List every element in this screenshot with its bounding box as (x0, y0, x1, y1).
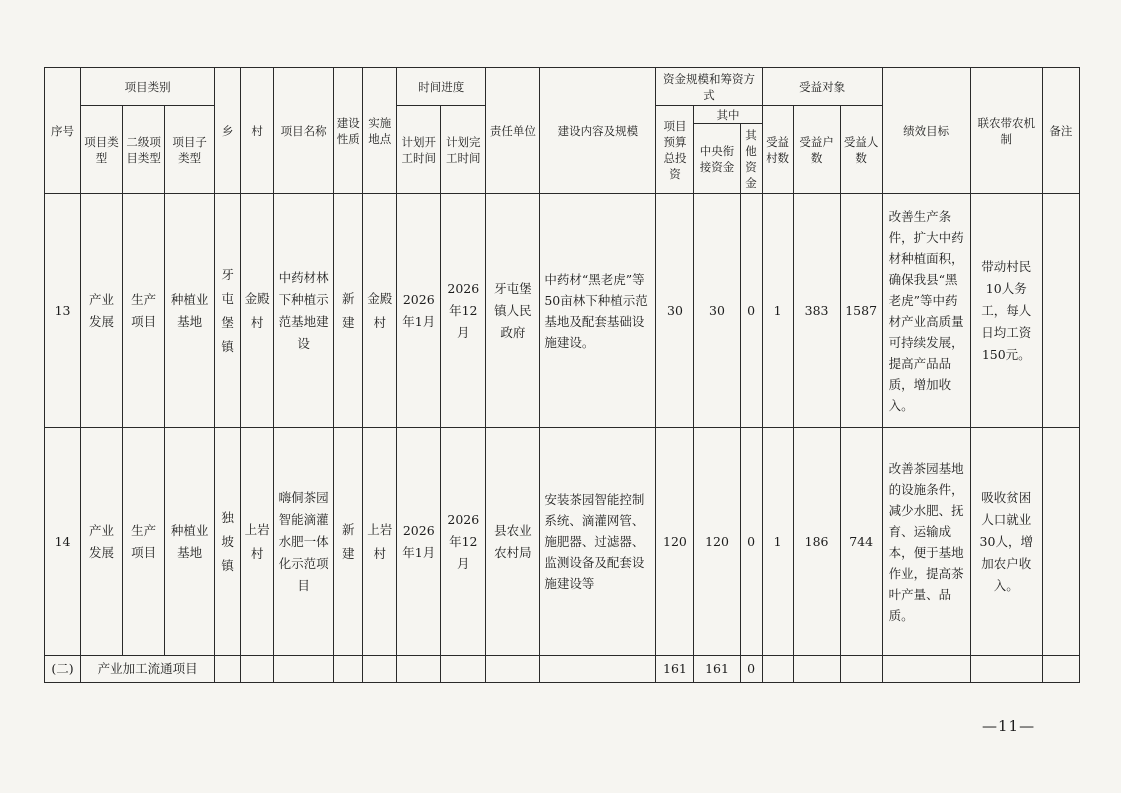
header-remarks: 备注 (1042, 68, 1079, 194)
header-schedule: 时间进度 (397, 68, 486, 106)
row-nature: 新建 (334, 194, 363, 428)
row-content: 安装茶园智能控制系统、滴灌网管、施肥器、过滤器、监测设备及配套设施建设等 (540, 428, 656, 656)
header-of-which: 其中 (694, 106, 762, 124)
header-location: 实施地点 (363, 68, 397, 194)
header-township: 乡 (215, 68, 241, 194)
header-village: 村 (241, 68, 274, 194)
row-secondary-type: 生产项目 (123, 428, 165, 656)
row-content: 中药材“黑老虎”等50亩林下种植示范基地及配套基础设施建设。 (540, 194, 656, 428)
section-title: 产业加工流通项目 (81, 656, 215, 683)
row-mechanism: 带动村民10人务工，每人日均工资150元。 (970, 194, 1042, 428)
row-plan-start: 2026年1月 (397, 428, 441, 656)
row-plan-end: 2026年12月 (441, 194, 486, 428)
row-location: 金殿村 (363, 194, 397, 428)
row-sub-type: 种植业基地 (165, 194, 215, 428)
row-seq: 14 (45, 428, 81, 656)
row-performance: 改善茶园基地的设施条件，减少水肥、抚育、运输成本，便于基地作业，提高茶叶产量、品质。 (882, 428, 970, 656)
row-budget-total: 30 (656, 194, 694, 428)
row-ben-people: 1587 (840, 194, 882, 428)
row-plan-start: 2026年1月 (397, 194, 441, 428)
header-secondary-type: 二级项目类型 (123, 106, 165, 194)
header-responsible: 责任单位 (486, 68, 540, 194)
header-sub-type: 项目子类型 (165, 106, 215, 194)
project-table (44, 67, 1080, 683)
header-plan-end: 计划完工时间 (441, 106, 486, 194)
row-budget-total: 120 (656, 428, 694, 656)
row-responsible: 牙屯堡镇人民政府 (486, 194, 540, 428)
section-other-funds: 0 (740, 656, 762, 683)
header-mechanism: 联农带农机制 (970, 68, 1042, 194)
header-plan-start: 计划开工时间 (397, 106, 441, 194)
header-content: 建设内容及规模 (540, 68, 656, 194)
section-central-funds: 161 (694, 656, 740, 683)
row-remarks (1042, 428, 1079, 656)
row-other-funds: 0 (740, 428, 762, 656)
row-sub-type: 种植业基地 (165, 428, 215, 656)
row-location: 上岩村 (363, 428, 397, 656)
section-budget-total: 161 (656, 656, 694, 683)
table-row (45, 194, 1080, 428)
row-ben-villages: 1 (762, 194, 793, 428)
row-seq: 13 (45, 194, 81, 428)
header-ben-people: 受益人数 (840, 106, 882, 194)
row-project-name: 嗨侗茶园智能滴灌水肥一体化示范项目 (274, 428, 334, 656)
header-ben-households: 受益户数 (793, 106, 840, 194)
row-secondary-type: 生产项目 (123, 194, 165, 428)
row-nature: 新建 (334, 428, 363, 656)
header-other-funds: 其他资金 (740, 124, 762, 194)
row-township: 牙屯堡镇 (215, 194, 241, 428)
header-project-category: 项目类别 (81, 68, 215, 106)
row-performance: 改善生产条件，扩大中药材种植面积，确保我县“黑老虎”等中药材产业高质量可持续发展，提高产品品质，增加收入。 (882, 194, 970, 428)
row-remarks (1042, 194, 1079, 428)
row-responsible: 县农业农村局 (486, 428, 540, 656)
row-other-funds: 0 (740, 194, 762, 428)
header-project-type: 项目类型 (81, 106, 123, 194)
row-mechanism: 吸收贫困人口就业30人，增加农户收入。 (970, 428, 1042, 656)
row-plan-end: 2026年12月 (441, 428, 486, 656)
header-beneficiaries: 受益对象 (762, 68, 882, 106)
row-village: 金殿村 (241, 194, 274, 428)
row-ben-households: 186 (793, 428, 840, 656)
header-funding: 资金规模和筹资方式 (656, 68, 762, 106)
header-ben-villages: 受益村数 (762, 106, 793, 194)
header-nature: 建设性质 (334, 68, 363, 194)
page-number: —11— (982, 717, 1036, 735)
header-budget-total: 项目预算总投资 (656, 106, 694, 194)
row-ben-villages: 1 (762, 428, 793, 656)
row-village: 上岩村 (241, 428, 274, 656)
row-project-type: 产业发展 (81, 428, 123, 656)
row-ben-people: 744 (840, 428, 882, 656)
header-project-name: 项目名称 (274, 68, 334, 194)
row-project-name: 中药材林下种植示范基地建设 (274, 194, 334, 428)
row-central-funds: 120 (694, 428, 740, 656)
section-seq: (二) (45, 656, 81, 683)
header-central-funds: 中央衔接资金 (694, 124, 740, 194)
row-project-type: 产业发展 (81, 194, 123, 428)
table-row (45, 428, 1080, 656)
header-seq: 序号 (45, 68, 81, 194)
row-ben-households: 383 (793, 194, 840, 428)
row-central-funds: 30 (694, 194, 740, 428)
section-row (45, 656, 1080, 683)
row-township: 独坡镇 (215, 428, 241, 656)
header-performance: 绩效目标 (882, 68, 970, 194)
